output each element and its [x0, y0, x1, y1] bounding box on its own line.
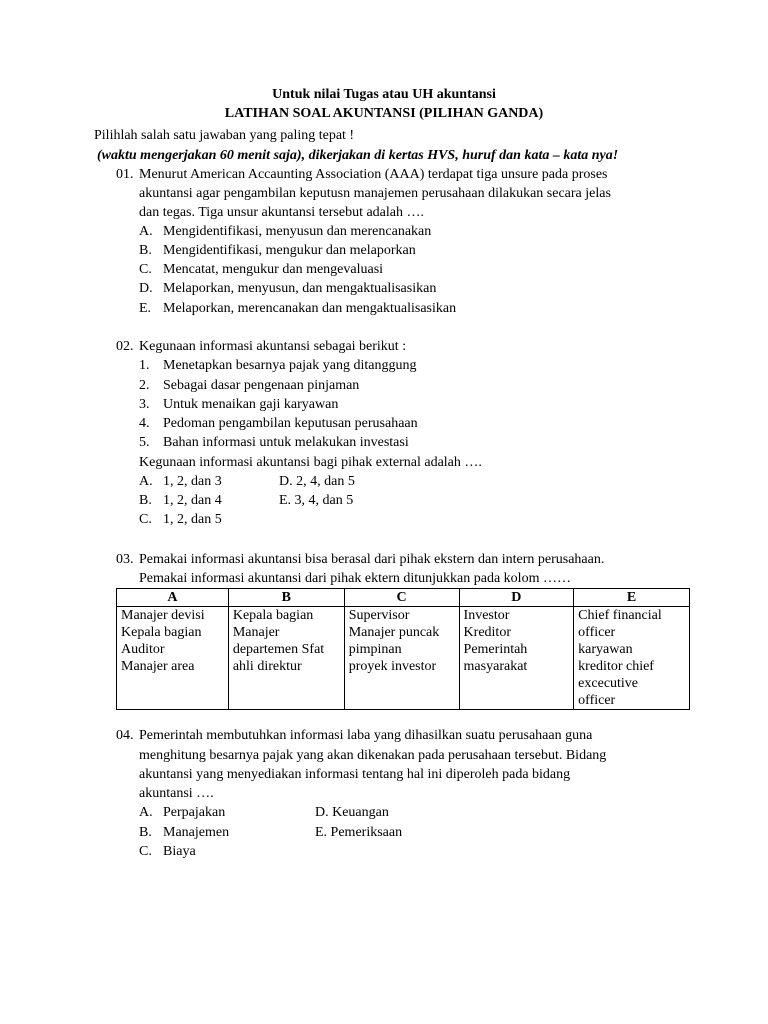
question-text-line: dan tegas. Tiga unsur akuntansi tersebut adalah ….: [139, 205, 425, 220]
option-letter: A.: [139, 805, 153, 820]
question-text-line: akuntansi yang menyediakan informasi tentang hal ini diperoleh pada bidang: [139, 767, 571, 782]
option-text: Biaya: [163, 844, 196, 859]
list-item: Menetapkan besarnya pajak yang ditanggung: [163, 358, 417, 373]
question-text-line: Pemakai informasi akuntansi bisa berasal dari pihak ekstern dan intern perusahaan.: [139, 552, 605, 567]
option-letter: C.: [139, 512, 152, 527]
question-number: 02.: [116, 339, 134, 354]
column-header: E: [574, 589, 690, 607]
option-letter: A.: [139, 474, 153, 489]
question-number: 03.: [116, 552, 134, 567]
option-letter: A.: [139, 224, 153, 239]
question-number: 04.: [116, 728, 134, 743]
cell-line: excecutive: [578, 676, 639, 691]
question-number: 01.: [116, 167, 134, 182]
cell-line: Manajer: [232, 625, 280, 640]
question-text-line: Pemakai informasi akuntansi dari pihak ektern ditunjukkan pada kolom ……: [139, 571, 571, 586]
list-number: 5.: [139, 435, 150, 450]
column-header: A: [117, 589, 229, 607]
cell-line: Manajer devisi: [121, 608, 205, 623]
option-text: Mencatat, mengukur dan mengevaluasi: [163, 262, 384, 277]
option-letter: B.: [139, 825, 152, 840]
question-text-line: menghitung besarnya pajak yang akan dikenakan pada perusahaan tersebut. Bidang: [139, 748, 607, 763]
cell-line: karyawan: [578, 642, 633, 657]
cell-line: kreditor chief: [578, 659, 654, 674]
table-row: [117, 607, 690, 710]
column-header: B: [228, 589, 344, 607]
table-cell-c: [344, 607, 459, 710]
question-text-line: Menurut American Accaunting Association (AAA) terdapat tiga unsure pada proses: [139, 167, 608, 182]
option-text: Perpajakan: [163, 805, 226, 820]
option-text: Manajemen: [163, 825, 230, 840]
option-text: Mengidentifikasi, menyusun dan merencanakan: [163, 224, 432, 239]
table-cell-e: [574, 607, 690, 710]
option-text: Melaporkan, menyusun, dan mengaktualisasikan: [163, 281, 437, 296]
option-text: D. 2, 4, dan 5: [279, 474, 355, 489]
cell-line: officer: [578, 625, 616, 640]
cell-line: pimpinan: [348, 642, 402, 657]
option-text: D. Keuangan: [315, 805, 389, 820]
option-text: E. Pemeriksaan: [315, 825, 403, 840]
cell-line: Kepala bagian: [232, 608, 314, 623]
option-text: E. 3, 4, dan 5: [279, 493, 354, 508]
option-text: Melaporkan, merencanakan dan mengaktualisasikan: [163, 301, 457, 316]
cell-line: Pemerintah: [463, 642, 528, 657]
column-header: D: [459, 589, 574, 607]
cell-line: Kreditor: [463, 625, 511, 640]
option-letter: C.: [139, 844, 152, 859]
list-item: Sebagai dasar pengenaan pinjaman: [163, 378, 360, 393]
list-item: Untuk menaikan gaji karyawan: [163, 397, 339, 412]
option-letter: D.: [139, 281, 153, 296]
cell-line: Manajer area: [121, 659, 195, 674]
question-text-line: akuntansi ….: [139, 786, 214, 801]
question-text-line: Pemerintah membutuhkan informasi laba yang dihasilkan suatu perusahaan guna: [139, 728, 593, 743]
table-cell-b: [228, 607, 344, 710]
cell-line: proyek investor: [348, 659, 437, 674]
cell-line: Investor: [463, 608, 510, 623]
cell-line: Supervisor: [348, 608, 410, 623]
columns-table: [116, 588, 690, 710]
option-text: 1, 2, dan 3: [163, 474, 222, 489]
document-title: Untuk nilai Tugas atau UH akuntansi: [272, 87, 496, 102]
cell-line: officer: [578, 693, 616, 708]
cell-line: ahli direktur: [232, 659, 302, 674]
option-letter: C.: [139, 262, 152, 277]
table-cell-a: [117, 607, 229, 710]
cell-line: Kepala bagian: [121, 625, 202, 640]
list-item: Bahan informasi untuk melakukan investasi: [163, 435, 409, 450]
cell-line: Manajer puncak: [348, 625, 440, 640]
option-text: 1, 2, dan 4: [163, 493, 222, 508]
list-number: 3.: [139, 397, 150, 412]
time-note: (waktu mengerjakan 60 menit saja), dikerjakan di kertas HVS, huruf dan kata – kata nya!: [97, 148, 619, 163]
document-subtitle: LATIHAN SOAL AKUNTANSI (PILIHAN GANDA): [224, 106, 544, 121]
cell-line: Chief financial: [578, 608, 662, 623]
cell-line: Auditor: [121, 642, 165, 657]
option-letter: E.: [139, 301, 152, 316]
cell-line: departemen Sfat: [232, 642, 325, 657]
table-cell-d: [459, 607, 574, 710]
column-header: C: [344, 589, 459, 607]
option-letter: B.: [139, 493, 152, 508]
question-text-line: akuntansi agar pengambilan keputusn manajemen perusahaan dilakukan secara jelas: [139, 186, 611, 201]
list-item: Pedoman pengambilan keputusan perusahaan: [163, 416, 418, 431]
list-number: 1.: [139, 358, 150, 373]
question-text-line: Kegunaan informasi akuntansi bagi pihak external adalah ….: [139, 455, 482, 470]
cell-line: masyarakat: [463, 659, 528, 674]
list-number: 2.: [139, 378, 150, 393]
list-number: 4.: [139, 416, 150, 431]
option-letter: B.: [139, 243, 152, 258]
option-text: Mengidentifikasi, mengukur dan melaporkan: [163, 243, 416, 258]
instruction-text: Pilihlah salah satu jawaban yang paling tepat !: [94, 128, 355, 143]
question-text-line: Kegunaan informasi akuntansi sebagai berikut :: [139, 339, 407, 354]
table-header-row: [117, 589, 690, 607]
option-text: 1, 2, dan 5: [163, 512, 222, 527]
